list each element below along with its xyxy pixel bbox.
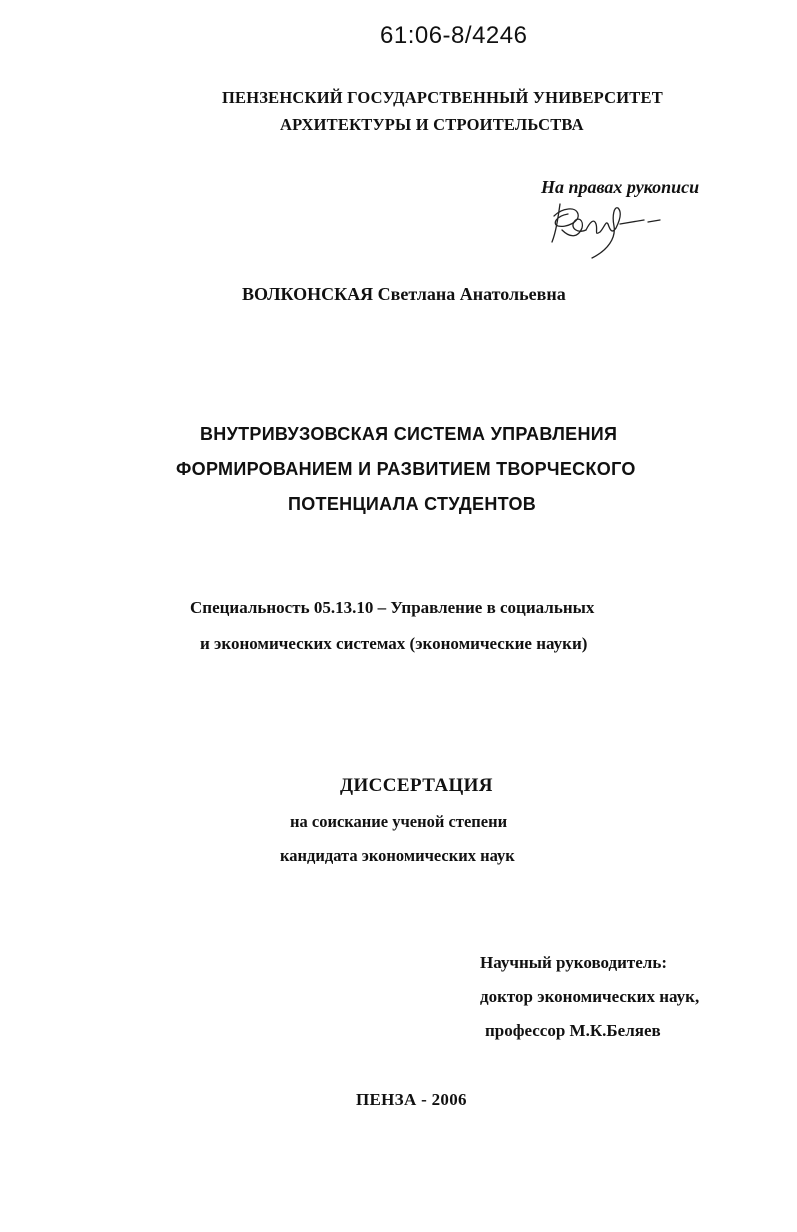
- university-name-line1: ПЕНЗЕНСКИЙ ГОСУДАРСТВЕННЫЙ УНИВЕРСИТЕТ: [222, 88, 663, 107]
- manuscript-rights-label: На правах рукописи: [541, 177, 700, 197]
- dissertation-title-line2: ФОРМИРОВАНИЕМ И РАЗВИТИЕМ ТВОРЧЕСКОГО: [176, 459, 636, 479]
- university-name-line2: АРХИТЕКТУРЫ И СТРОИТЕЛЬСТВА: [280, 115, 584, 134]
- supervisor-name: профессор М.К.Беляев: [485, 1021, 661, 1040]
- specialty-line2: и экономических системах (экономические науки): [200, 634, 588, 653]
- dissertation-title-line3: ПОТЕНЦИАЛА СТУДЕНТОВ: [288, 494, 537, 514]
- handwritten-signature: [548, 194, 668, 264]
- supervisor-label: Научный руководитель:: [480, 953, 667, 972]
- city-year: ПЕНЗА - 2006: [356, 1090, 467, 1109]
- author-name: ВОЛКОНСКАЯ Светлана Анатольевна: [242, 284, 566, 304]
- catalog-number: 61:06-8/4246: [380, 22, 528, 49]
- degree-line1: на соискание ученой степени: [290, 812, 508, 831]
- dissertation-heading: ДИССЕРТАЦИЯ: [340, 775, 493, 796]
- dissertation-title-line1: ВНУТРИВУЗОВСКАЯ СИСТЕМА УПРАВЛЕНИЯ: [200, 424, 618, 444]
- specialty-line1: Специальность 05.13.10 – Управление в социальных: [190, 598, 595, 617]
- supervisor-degree: доктор экономических наук,: [480, 987, 700, 1006]
- degree-line2: кандидата экономических наук: [280, 846, 515, 865]
